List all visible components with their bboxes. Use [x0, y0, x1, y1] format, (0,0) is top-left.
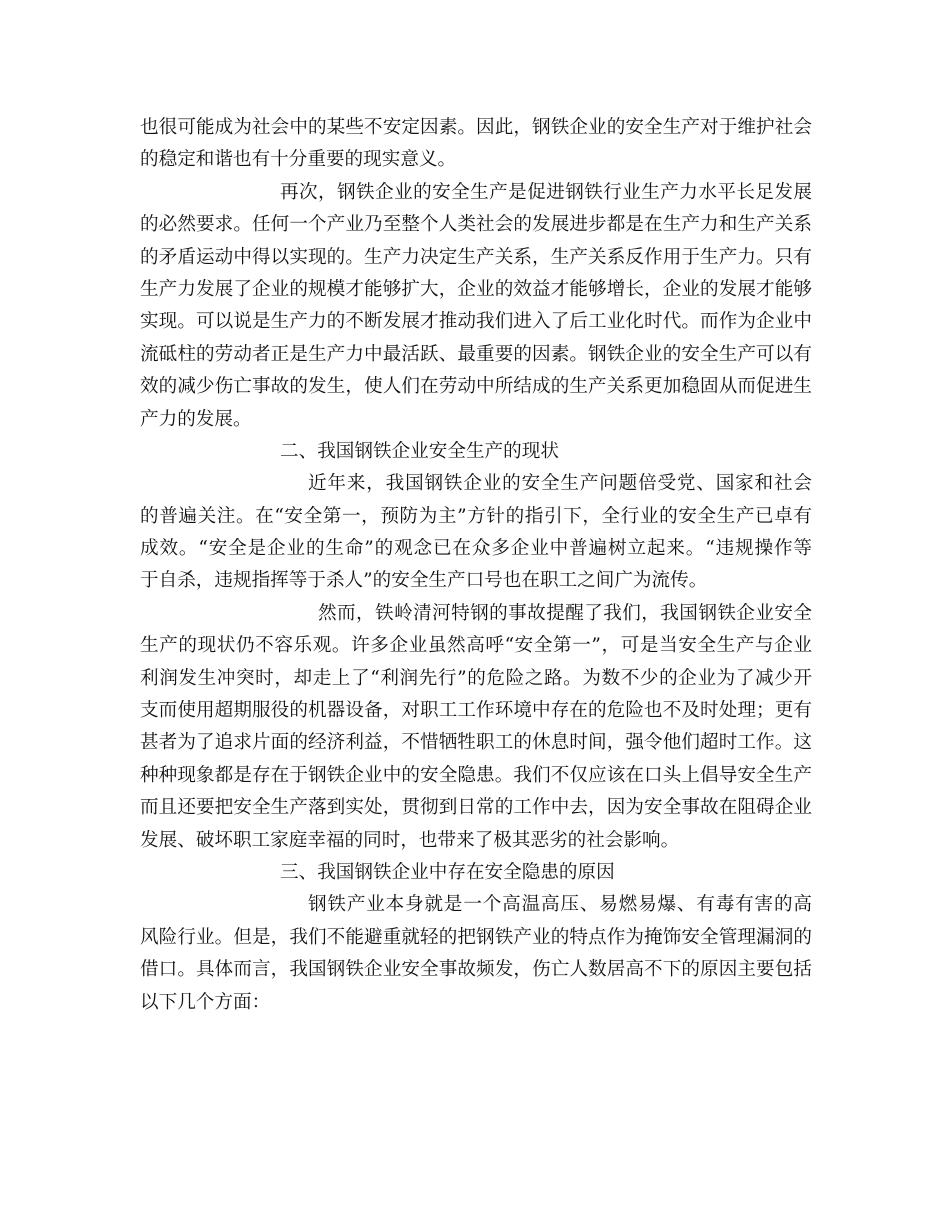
document-page: [140, 112, 812, 1019]
text-line: 的矛盾运动中得以实现的。生产力决定生产关系，生产关系反作用于生产力。只有: [140, 246, 812, 268]
text-line: 流砥柱的劳动者正是生产力中最活跃、最重要的因素。钢铁企业的安全生产可以有: [140, 343, 812, 365]
text-line: 风险行业。但是，我们不能避重就轻的把钢铁产业的特点作为掩饰安全管理漏洞的: [140, 926, 812, 948]
paragraph-start-line: 近年来，我国钢铁企业的安全生产问题倍受党、国家和社会: [308, 473, 812, 495]
section-heading: 三、我国钢铁企业中存在安全隐患的原因: [280, 861, 615, 883]
text-line: 的稳定和谐也有十分重要的现实意义。: [140, 149, 457, 171]
paragraph-start-line: 再次，钢铁企业的安全生产是促进钢铁行业生产力水平长足发展: [280, 181, 812, 203]
text-line: 借口。具体而言，我国钢铁企业安全事故频发，伤亡人数居高不下的原因主要包括: [140, 959, 812, 981]
text-line: 生产力发展了企业的规模才能够扩大，企业的效益才能够增长，企业的发展才能够: [140, 278, 812, 300]
section-heading: 二、我国钢铁企业安全生产的现状: [280, 440, 559, 462]
text-line: 也很可能成为社会中的某些不安定因素。因此，钢铁企业的安全生产对于维护社会: [140, 117, 812, 138]
text-line: 效的减少伤亡事故的发生，使人们在劳动中所结成的生产关系更加稳固从而促进生: [140, 376, 812, 398]
text-line: 成效。“安全是企业的生命”的观念已在众多企业中普遍树立起来。“违规操作等: [140, 538, 812, 560]
text-line: 以下几个方面：: [140, 991, 271, 1013]
text-line: 种种现象都是存在于钢铁企业中的安全隐患。我们不仅应该在口头上倡导安全生产: [140, 764, 812, 786]
text-line: 生产的现状仍不容乐观。许多企业虽然高呼“安全第一”，可是当安全生产与企业: [140, 635, 812, 657]
text-line: 于自杀，违规指挥等于杀人”的安全生产口号也在职工之间广为流传。: [140, 570, 708, 592]
text-line: 支而使用超期服役的机器设备，对职工工作环境中存在的危险也不及时处理；更有: [140, 700, 812, 722]
text-line: 产力的发展。: [140, 408, 252, 430]
text-line: 实现。可以说是生产力的不断发展才推动我们进入了后工业化时代。而作为企业中: [140, 311, 812, 333]
text-line: 甚者为了追求片面的经济利益，不惜牺牲职工的休息时间，强令他们超时工作。这: [140, 732, 812, 754]
text-line: 的普遍关注。在“安全第一，预防为主”方针的指引下，全行业的安全生产已卓有: [140, 505, 812, 527]
paragraph-start-line: 钢铁产业本身就是一个高温高压、易燃易爆、有毒有害的高: [308, 894, 812, 916]
text-line: 利润发生冲突时，却走上了“利润先行”的危险之路。为数不少的企业为了减少开: [140, 667, 812, 689]
text-line: 的必然要求。任何一个产业乃至整个人类社会的发展进步都是在生产力和生产关系: [140, 214, 812, 236]
paragraph-start-line: 然而，铁岭清河特钢的事故提醒了我们，我国钢铁企业安全: [318, 602, 812, 624]
text-line: 发展、破坏职工家庭幸福的同时，也带来了极其恶劣的社会影响。: [140, 829, 680, 851]
text-line: 而且还要把安全生产落到实处，贯彻到日常的工作中去，因为安全事故在阻碍企业: [140, 797, 812, 819]
